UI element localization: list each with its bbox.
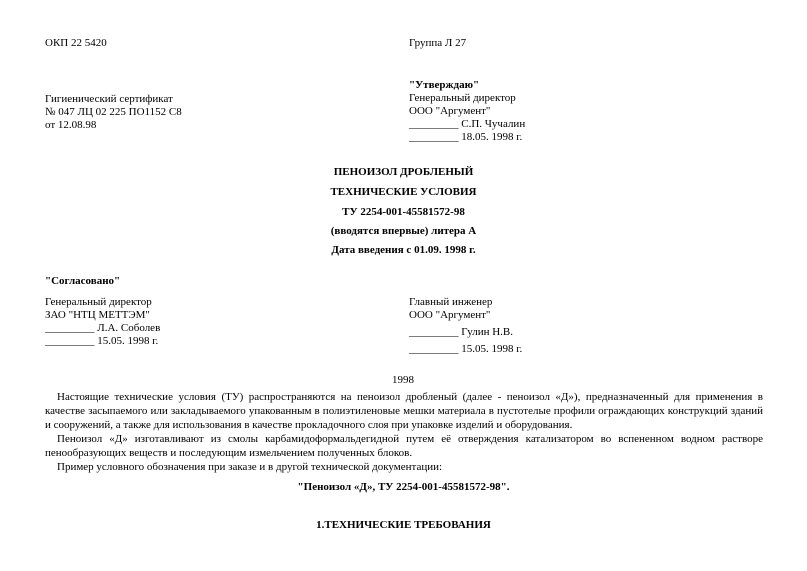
- agreed-right-position: Главный инженер: [409, 296, 493, 308]
- approve-signature: _________ С.П. Чучалин: [409, 118, 526, 130]
- approve-date: _________ 18.05. 1998 г.: [409, 131, 523, 143]
- group-code: Группа Л 27: [409, 37, 467, 49]
- agreed-right-date: _________ 15.05. 1998 г.: [409, 343, 523, 355]
- document-year: 1998: [392, 374, 414, 386]
- doc-title-4: (вводятся впервые) литера А: [330, 225, 477, 237]
- approve-position: Генеральный директор: [409, 92, 516, 104]
- agreed-left-position: Генеральный директор: [45, 296, 152, 308]
- okp-code: ОКП 22 5420: [45, 37, 107, 49]
- doc-title-5: Дата введения с 01.09. 1998 г.: [331, 244, 476, 256]
- agreed-left-block: [45, 296, 160, 348]
- agreed-title: "Согласовано": [45, 275, 121, 287]
- body-paragraph-1: Настоящие технические условия (ТУ) распространяются на пеноизол дробленый (далее - пеноизол «Д»), предназначенный для применения в качестве засыпаемого или закладываемого упакованным в полиэтиленовые мешки материала в пустотелые профили ограждающих конструкций зданий и сооружений, а также для использования в качестве прокладочного слоя при упаковке изделий и оборудования.: [45, 391, 763, 431]
- agreed-left-date: _________ 15.05. 1998 г.: [45, 335, 159, 347]
- hygienic-line-3: от 12.08.98: [45, 119, 97, 131]
- doc-title-2: ТЕХНИЧЕСКИЕ УСЛОВИЯ: [330, 186, 477, 198]
- doc-title-3: ТУ 2254-001-45581572-98: [342, 206, 465, 218]
- agreed-right-signature: _________ Гулин Н.В.: [409, 326, 514, 338]
- agreed-right-company: ООО "Аргумент": [409, 309, 491, 321]
- agreed-right-block: [409, 296, 522, 356]
- approve-block: [409, 79, 525, 144]
- body-paragraph-2: Пеноизол «Д» изготавливают из смолы карбамидоформальдегидной путем её отверждения катализатором во вспененном водном растворе пенообразующих веществ и последующим измельчением полученных блоков.: [45, 433, 763, 459]
- approve-title: "Утверждаю": [409, 79, 480, 91]
- designation-example: "Пеноизол «Д», ТУ 2254-001-45581572-98".: [297, 481, 510, 493]
- hygienic-line-1: Гигиенический сертификат: [45, 93, 173, 105]
- hygienic-line-2: № 047 ЛЦ 02 225 ПО1152 С8: [45, 106, 182, 118]
- approve-company: ООО "Аргумент": [409, 105, 491, 117]
- agreed-left-signature: _________ Л.А. Соболев: [45, 322, 161, 334]
- section-heading-1: 1.ТЕХНИЧЕСКИЕ ТРЕБОВАНИЯ: [316, 519, 491, 531]
- body-paragraph-3: Пример условного обозначения при заказе и в другой технической документации:: [57, 461, 443, 473]
- hygienic-certificate: [45, 93, 182, 132]
- doc-title-1: ПЕНОИЗОЛ ДРОБЛЕНЫЙ: [333, 166, 474, 178]
- agreed-left-company: ЗАО "НТЦ МЕТТЭМ": [45, 309, 150, 321]
